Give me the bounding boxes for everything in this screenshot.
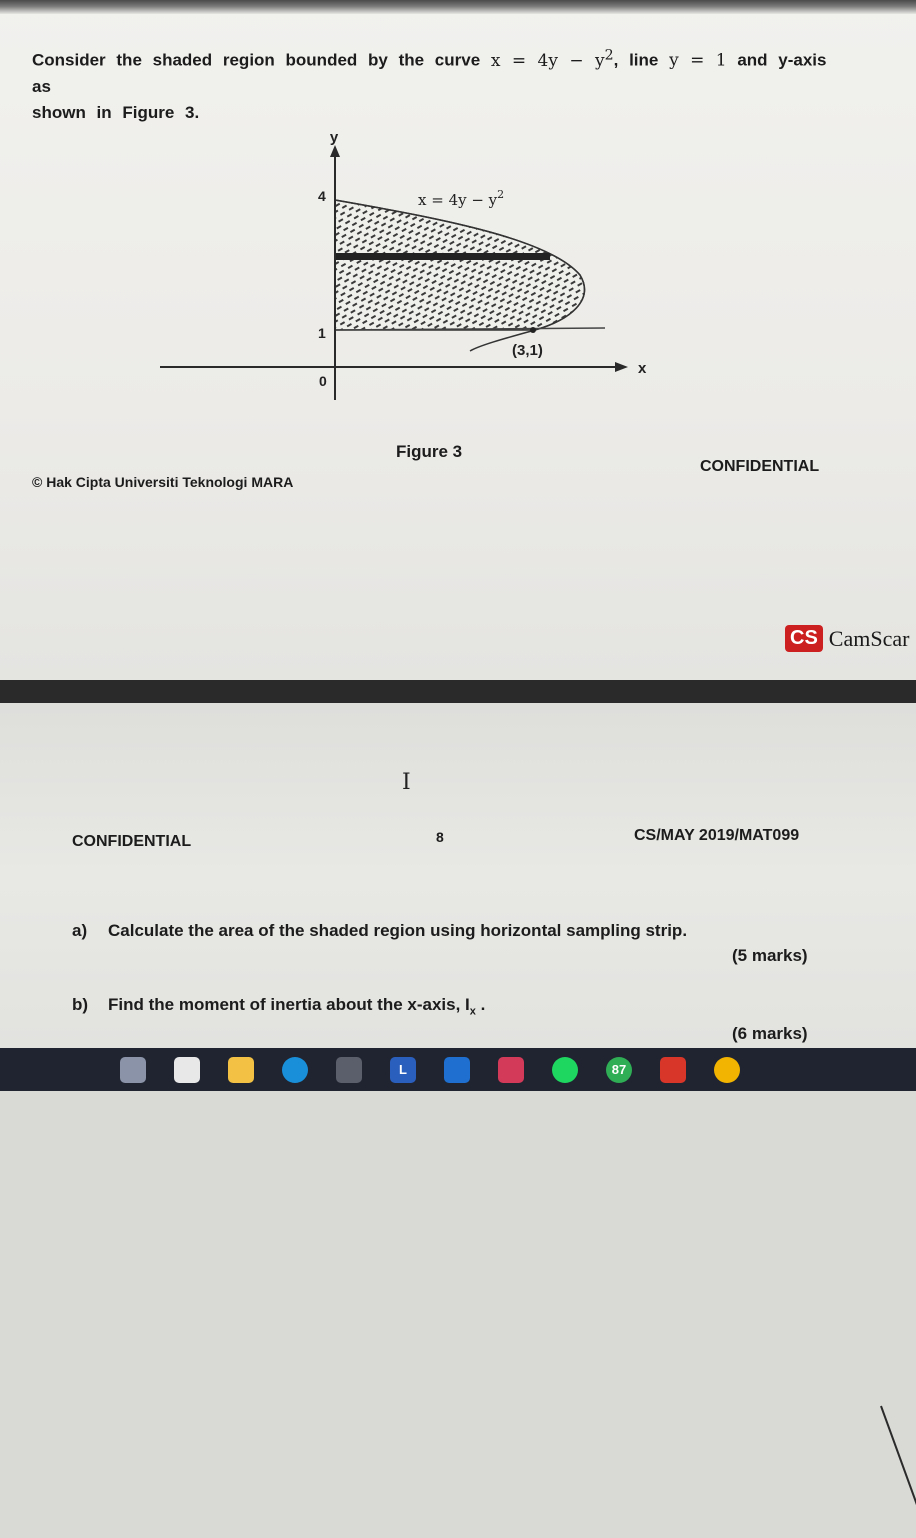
camscanner-badge: CS bbox=[785, 625, 823, 652]
tick-4: 4 bbox=[318, 188, 326, 204]
copyright-notice: © Hak Cipta Universiti Teknologi MARA bbox=[32, 474, 294, 490]
point-3-1 bbox=[530, 327, 536, 333]
taskbar bbox=[0, 1048, 916, 1091]
notification-icon[interactable]: 87 bbox=[606, 1057, 632, 1083]
part-b-marks: (6 marks) bbox=[732, 1024, 808, 1043]
part-a-label: a) bbox=[72, 921, 88, 940]
sampling-strip bbox=[335, 253, 550, 260]
page-gap bbox=[0, 680, 916, 703]
y-axis-arrow bbox=[330, 145, 340, 157]
origin-label: 0 bbox=[319, 373, 327, 389]
part-b-label: b) bbox=[72, 995, 89, 1014]
part-a-text: Calculate the area of the shaded region using horizontal sampling strip. bbox=[108, 921, 688, 940]
figure-3-graph bbox=[150, 125, 670, 415]
tick-1: 1 bbox=[318, 325, 326, 341]
y-axis-label: y bbox=[329, 129, 339, 146]
pen-stroke bbox=[880, 1406, 916, 1538]
figure-caption: Figure 3 bbox=[396, 442, 463, 461]
question-intro-c: and y-axis as bbox=[32, 50, 827, 96]
files-icon[interactable] bbox=[228, 1057, 254, 1083]
point-label: (3,1) bbox=[512, 342, 543, 359]
curve-equation: $x = 4y - y^2$ bbox=[490, 47, 614, 71]
copilot-icon[interactable] bbox=[174, 1057, 200, 1083]
x-axis-label: x bbox=[638, 360, 647, 377]
calculator-icon[interactable] bbox=[336, 1057, 362, 1083]
mail-icon[interactable] bbox=[498, 1057, 524, 1083]
curve-label: $x = 4y - y^2$ bbox=[418, 188, 505, 209]
chrome-icon[interactable] bbox=[714, 1057, 740, 1083]
question-intro: Consider the shaded region bounded by the curve bbox=[32, 50, 481, 70]
question-text bbox=[32, 45, 842, 127]
document-page-2 bbox=[0, 703, 916, 1048]
word-icon[interactable] bbox=[444, 1057, 470, 1083]
text-cursor-icon: I bbox=[402, 770, 411, 795]
confidential-footer: CONFIDENTIAL bbox=[700, 458, 820, 475]
camscanner-watermark bbox=[785, 625, 909, 652]
confidential-header: CONFIDENTIAL bbox=[72, 833, 192, 850]
app-icon[interactable] bbox=[120, 1057, 146, 1083]
page-number: 8 bbox=[436, 829, 444, 845]
x-axis-arrow bbox=[615, 362, 628, 372]
part-b-text: Find the moment of inertia about the x-axis, $I_x$ . bbox=[108, 995, 486, 1018]
question-intro-d: shown in Figure 3. bbox=[32, 103, 200, 123]
pdf-icon[interactable] bbox=[660, 1057, 686, 1083]
document-page-1 bbox=[0, 0, 916, 680]
part-a-marks: (5 marks) bbox=[732, 946, 808, 965]
line-equation: y = 1 bbox=[669, 50, 727, 71]
exam-code: CS/MAY 2019/MAT099 bbox=[634, 827, 800, 844]
spotify-icon[interactable] bbox=[552, 1057, 578, 1083]
edge-icon[interactable] bbox=[282, 1057, 308, 1083]
shaded-region bbox=[335, 200, 584, 330]
lens-icon[interactable]: L bbox=[390, 1057, 416, 1083]
top-edge bbox=[0, 0, 916, 14]
camscanner-name: CamScar bbox=[828, 625, 910, 651]
question-intro-b: , line bbox=[613, 50, 659, 70]
